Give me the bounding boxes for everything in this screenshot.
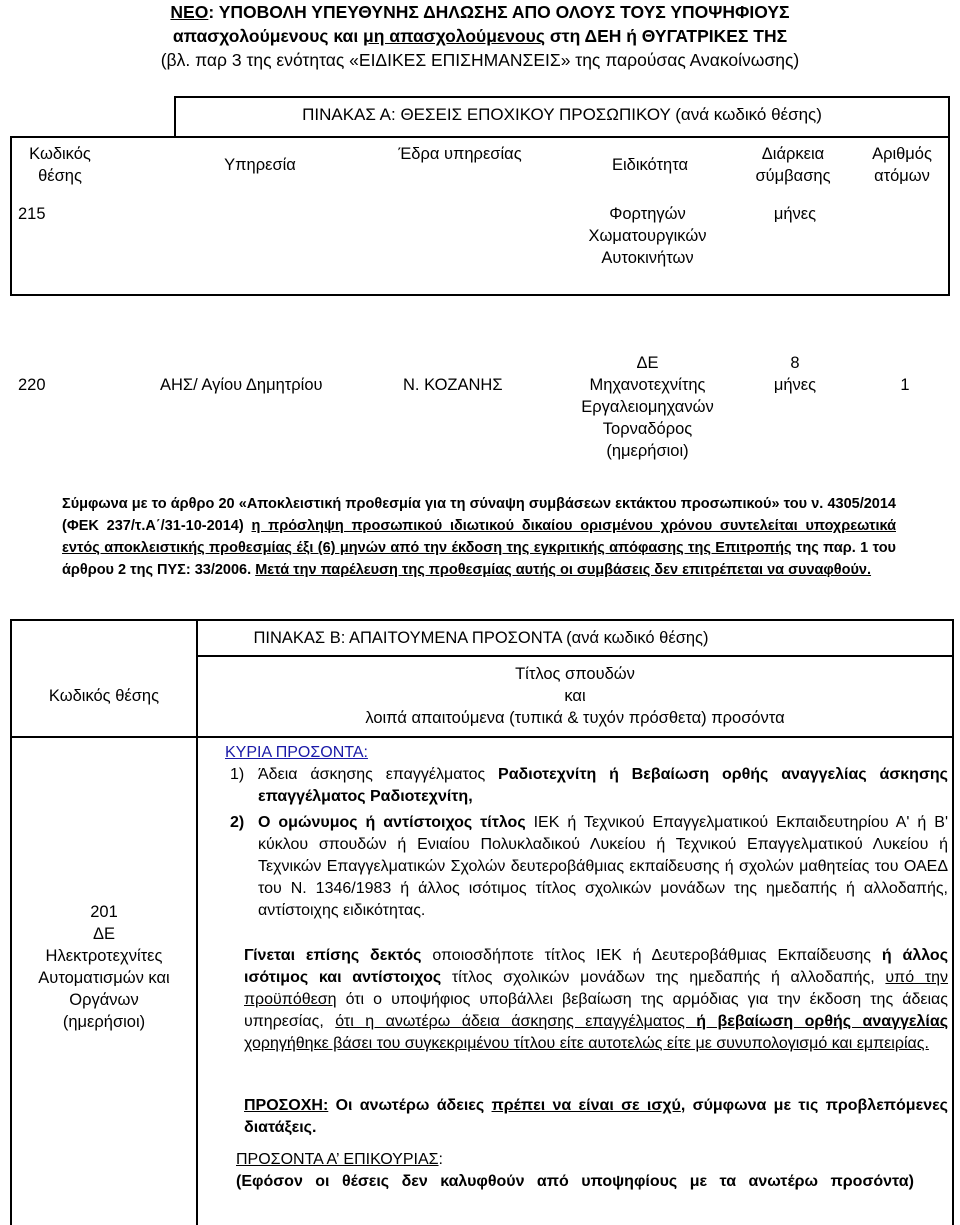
also-accepted: Γίνεται επίσης δεκτός — [244, 947, 422, 964]
qualification-2-alternative — [244, 945, 948, 1055]
table-a-row-215-specialty: Φορτηγών Χωματουργικών Αυτοκινήτων — [588, 205, 707, 267]
table-b-code-level: ΔΕ — [92, 925, 116, 943]
legal-note-deadline: η πρόσληψη προσωπικού ιδιωτικού δικαίου ορισμένου χρόνου συντελείται υποχρεωτικά εντός αποκλειστικής προθεσμίας έξι (6) μηνών από την έκδοση της εγκριτικής απόφασης της Επιτροπής — [62, 518, 896, 556]
attention-text-2: , σύμφωνα με τις προβλεπόμενες διατάξεις. — [244, 1097, 949, 1136]
table-a-border-bottom — [10, 294, 950, 296]
main-qualifications-heading: ΚΥΡΙΑ ΠΡΟΣΟΝΤΑ: — [225, 744, 368, 761]
auxiliary-qualifications-note: (Εφόσον οι θέσεις δεν καλυφθούν από υποψηφίους με τα ανωτέρω προσόντα) — [236, 1173, 914, 1190]
attention-valid: πρέπει να είναι σε ισχύ — [491, 1097, 681, 1114]
qualification-1 — [258, 764, 948, 808]
table-a-border-top — [174, 96, 950, 98]
table-b-title-divider — [198, 655, 952, 657]
alt-equivalent: ή άλλος ισότιμος και αντίστοιχος — [244, 947, 949, 986]
table-b-code-number: 201 — [90, 903, 118, 921]
notice-line-2 — [0, 26, 960, 47]
auxiliary-qualifications-heading — [236, 1149, 443, 1171]
table-a-row-220-specialty: Μηχανοτεχνίτης Εργαλειομηχανών Τορναδόρος (ημερήσιοι) — [581, 376, 714, 460]
table-a-col-duration: Διάρκεια σύμβασης — [755, 145, 831, 185]
table-a-row-215-duration: μήνες — [773, 205, 817, 223]
table-b-col-title-1: Τίτλος σπουδών — [515, 665, 635, 683]
table-a-title: ΠΙΝΑΚΑΣ Α: ΘΕΣΕΙΣ ΕΠΟΧΙΚΟΥ ΠΡΟΣΩΠΙΚΟΥ (ανά κωδικό θέσης) — [302, 105, 822, 124]
alt-text-2: τίτλος σχολικών μονάδων της ημεδαπής ή αλλοδαπής, — [441, 969, 886, 986]
qualification-1-text: άσκησης επαγγέλματος — [297, 766, 499, 783]
table-b-border-top-left — [10, 619, 196, 621]
qualification-2-number: 2) — [230, 814, 245, 831]
alt-text-3: ότι ο υποψήφιος υποβάλλει βεβαίωση της αρμόδιας για την έκδοση της άδειας υπηρεσίας, — [244, 991, 948, 1030]
notice-line-3: (βλ. παρ 3 της ενότητας «ΕΙΔΙΚΕΣ ΕΠΙΣΗΜΑΝΣΕΙΣ» της παρούσας Ανακοίνωσης) — [160, 50, 800, 70]
table-a-row-220-service: ΑΗΣ/ Αγίου Δημητρίου — [160, 376, 323, 394]
table-a-col-code: Κωδικός θέσης — [29, 145, 91, 185]
qualification-2-text: ΙΕΚ ή Τεχνικού Επαγγελματικού Εκπαιδευτηρίου Α' ή Β' κύκλου σπουδών ή Ενιαίου Πολυκλαδικού Λυκείου ή Τεχνικού Επαγγελματικού Λυκείου ή Τεχνικών Επαγγελματικών Σχολών δευτεροβάθμιας εκπαίδευσης ή σχολών μαθητείας του ΟΑΕΔ του Ν. 1346/1983 ή άλλος ισότιμος τίτλος σχολικών μονάδων της ημεδαπής ή αλλοδαπής, αντίστοιχης ειδικότητας. — [258, 814, 948, 919]
table-a-row-215-code: 215 — [18, 205, 46, 223]
notice-line-1-text: : ΥΠΟΒΟΛΗ ΥΠΕΥΘΥΝΗΣ ΔΗΛΩΣΗΣ ΑΠΟ ΟΛΟΥΣ ΤΟΥΣ ΥΠΟΨΗΦΙΟΥΣ — [208, 2, 790, 22]
table-b-title: ΠΙΝΑΚΑΣ Β: ΑΠΑΙΤΟΥΜΕΝΑ ΠΡΟΣΟΝΤΑ (ανά κωδικό θέσης) — [253, 629, 709, 647]
table-b-border-top — [196, 619, 954, 621]
attention-text-1: Οι ανωτέρω άδειες — [328, 1097, 492, 1114]
alt-license-text: ότι η ανωτέρω άδεια άσκησης επαγγέλματος — [335, 1013, 697, 1030]
table-a-row-220-count: 1 — [900, 376, 910, 394]
table-a-col-count: Αριθμός ατόμων — [872, 145, 932, 185]
legal-note-ref: της παρ. 1 του άρθρου 2 της ΠΥΣ: 33/2006. — [62, 540, 896, 578]
table-b-header-divider — [10, 736, 954, 738]
table-a-row-220-code: 220 — [18, 376, 46, 394]
table-a-border-right — [948, 96, 950, 296]
table-a-row-220-specialty-level: ΔΕ — [636, 354, 659, 372]
legal-note-consequence: Μετά την παρέλευση της προθεσμίας αυτής οι συμβάσεις δεν επιτρέπεται να συναφθούν. — [255, 562, 872, 578]
table-b-col-code: Κωδικός θέσης — [48, 687, 160, 705]
qualification-1-number: 1) — [230, 766, 245, 783]
alt-certificate: ή βεβαίωση ορθής αναγγελίας — [696, 1013, 949, 1030]
table-a-row-220-duration: μήνες — [773, 376, 817, 394]
notice-line-1 — [0, 2, 960, 23]
legal-note-intro: Σύμφωνα με το άρθρο 20 «Αποκλειστική προθεσμία για τη σύναψη συμβάσεων εκτάκτου προσωπικού» του ν. 4305/2014 (ΦΕΚ 237/τ.Α΄/31-10-2014) — [62, 496, 896, 534]
table-a-row-220-seat: Ν. ΚΟΖΑΝΗΣ — [403, 376, 503, 394]
notice-line-2c: στη ΔΕΗ ή ΘΥΓΑΤΡΙΚΕΣ ΤΗΣ — [544, 26, 788, 46]
alt-text-1: οποιοσδήποτε τίτλος ΙΕΚ ή Δευτεροβάθμιας Εκπαίδευσης — [421, 947, 882, 964]
table-a-col-specialty: Ειδικότητα — [611, 156, 689, 174]
qualification-1-radio-tech: Ραδιοτεχνίτη ή Βεβαίωση ορθής αναγγελίας άσκησης επαγγέλματος Ραδιοτεχνίτη, — [258, 766, 948, 805]
auxiliary-heading-colon: : — [438, 1151, 443, 1168]
notice-new-label: ΝΕΟ — [170, 2, 209, 22]
qualification-2 — [258, 812, 948, 922]
legal-note — [62, 493, 896, 581]
notice-line-2a: απασχολούμενους και — [172, 26, 364, 46]
alt-condition: υπό την προϋπόθεση — [244, 969, 949, 1008]
table-a-border-left — [10, 136, 12, 296]
notice-line-2b: μη απασχολούμενους — [363, 26, 545, 46]
attention-note — [244, 1095, 948, 1139]
table-a-header-divider — [10, 136, 950, 138]
table-b-code-name: Ηλεκτροτεχνίτες Αυτοματισμών και Οργάνων (ημερήσιοι) — [38, 947, 170, 1031]
table-a-col-seat: Έδρα υπηρεσίας — [398, 145, 522, 163]
qualification-2-degree: Ο ομώνυμος ή αντίστοιχος τίτλος — [258, 814, 526, 831]
attention-label: ΠΡΟΣΟΧΗ: — [244, 1097, 329, 1114]
alt-text-4: χορηγήθηκε βάσει του συγκεκριμένου τίτλου είτε αυτοτελώς είτε με συνυπολογισμό και εμπειρίας. — [244, 1035, 929, 1052]
table-a-col-service: Υπηρεσία — [224, 156, 296, 174]
table-b-border-right — [952, 619, 954, 1225]
table-b-col-title-2: και — [564, 687, 586, 705]
table-b-col-title-3: λοιπά απαιτούμενα (τυπικά & τυχόν πρόσθετα) προσόντα — [365, 709, 785, 727]
qualification-1-license: Άδεια — [258, 766, 298, 783]
auxiliary-heading-text: ΠΡΟΣΟΝΤΑ Α’ ΕΠΙΚΟΥΡΙΑΣ — [236, 1151, 439, 1168]
table-a-row-220-duration-number: 8 — [790, 354, 800, 372]
